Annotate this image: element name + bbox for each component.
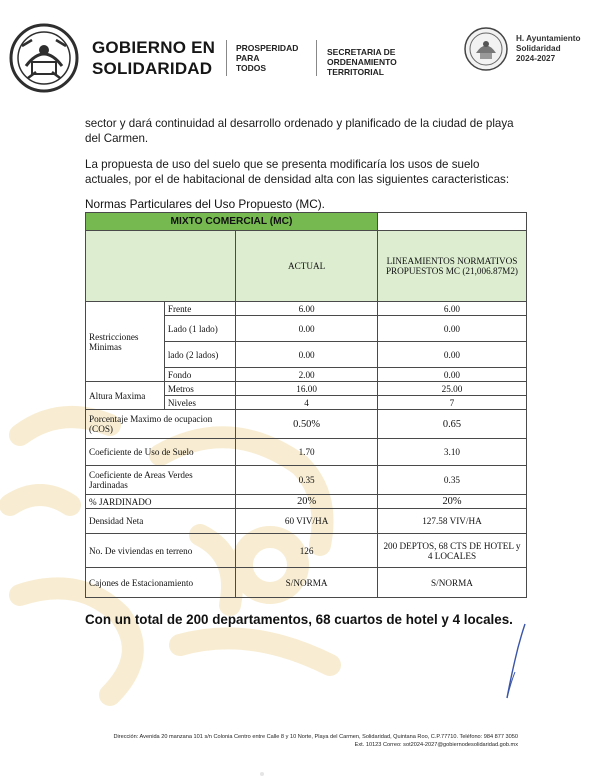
proposed-value: 127.58 VIV/HA [377, 509, 526, 534]
ayuntamiento-line-3: 2024-2027 [516, 54, 556, 63]
proposed-value: 200 DEPTOS, 68 CTS DE HOTEL y 4 LOCALES [377, 534, 526, 568]
actual-value: 6.00 [236, 302, 378, 316]
sub-label: Frente [164, 302, 235, 316]
actual-value: 126 [236, 534, 378, 568]
tagline-1-line-1: PROSPERIDAD [236, 43, 299, 53]
ayuntamiento-label [516, 34, 580, 64]
proposed-value: 0.35 [377, 466, 526, 495]
actual-value: 0.00 [236, 316, 378, 342]
table-row [86, 495, 527, 509]
actual-value: 0.00 [236, 342, 378, 368]
paragraph-proposal: La propuesta de uso del suelo que se presenta modificaría los usos de suelo actuales, por el de habitacional de densidad alta con las siguientes caracteristicas: [85, 158, 510, 186]
row-label: Cajones de Estacionamiento [86, 568, 236, 598]
header-divider [226, 40, 227, 76]
proposed-value: 0.00 [377, 368, 526, 382]
proposed-value: 6.00 [377, 302, 526, 316]
footer-line-1: Dirección: Avenida 20 manzana 101 s/n Colonia Centro entre Calle 8 y 10 Norte, Playa del Carmen, Solidaridad, Quintana Roo, C.P.77710. Teléfono: 984 877 3050 [113, 734, 518, 740]
tagline-2-line-2: ORDENAMIENTO [327, 57, 397, 67]
header-blank-cell [86, 231, 236, 302]
norms-table [85, 212, 527, 598]
actual-value: 1.70 [236, 439, 378, 466]
ayuntamiento-seal-icon [463, 26, 509, 72]
proposed-value: 0.65 [377, 410, 526, 439]
actual-value: 60 VIV/HA [236, 509, 378, 534]
brand-title [92, 37, 215, 79]
proposed-value: 20% [377, 495, 526, 509]
row-label: No. De viviendas en terreno [86, 534, 236, 568]
group-label-altura: Altura Maxima [86, 382, 165, 410]
footer-address [88, 733, 518, 749]
table-title-blank [377, 213, 526, 231]
sub-label: Lado (1 lado) [164, 316, 235, 342]
ayuntamiento-line-2: Solidaridad [516, 44, 561, 53]
brand-line-1: GOBIERNO EN [92, 38, 216, 57]
table-row [86, 466, 527, 495]
row-label: Densidad Neta [86, 509, 236, 534]
sub-label: lado (2 lados) [164, 342, 235, 368]
actual-value: 20% [236, 495, 378, 509]
tagline-prosperidad [236, 43, 298, 73]
table-row [86, 382, 527, 396]
proposed-value: 25.00 [377, 382, 526, 396]
section-heading: Normas Particulares del Uso Propuesto (MC). [85, 197, 325, 211]
table-row [86, 509, 527, 534]
tagline-2-line-1: SECRETARIA DE [327, 47, 396, 57]
proposed-value: 3.10 [377, 439, 526, 466]
row-label: % JARDINADO [86, 495, 236, 509]
sub-label: Niveles [164, 396, 235, 410]
group-label-restricciones: Restricciones Minimas [86, 302, 165, 382]
gobierno-logo-icon [8, 22, 80, 94]
actual-value: 0.50% [236, 410, 378, 439]
table-title-row [86, 213, 527, 231]
actual-value: S/NORMA [236, 568, 378, 598]
table-row [86, 534, 527, 568]
row-label: Coeficiente de Uso de Suelo [86, 439, 236, 466]
actual-value: 16.00 [236, 382, 378, 396]
table-title: MIXTO COMERCIAL (MC) [86, 213, 378, 231]
header-divider [316, 40, 317, 76]
proposed-value: 0.00 [377, 342, 526, 368]
signature-icon [497, 622, 537, 702]
row-label: Coeficiente de Areas Verdes Jardinadas [86, 466, 236, 495]
closing-summary: Con un total de 200 departamentos, 68 cuartos de hotel y 4 locales. [85, 612, 513, 627]
tagline-1-line-2: PARA [236, 53, 260, 63]
proposed-value: S/NORMA [377, 568, 526, 598]
tagline-secretaria [327, 47, 397, 77]
table-row [86, 568, 527, 598]
tagline-1-line-3: TODOS [236, 63, 267, 73]
table-row [86, 410, 527, 439]
actual-value: 0.35 [236, 466, 378, 495]
scan-dot [260, 772, 264, 776]
table-header-row [86, 231, 527, 302]
sub-label: Fondo [164, 368, 235, 382]
actual-value: 2.00 [236, 368, 378, 382]
header-proposed: LINEAMIENTOS NORMATIVOS PROPUESTOS MC (21,006.87M2) [377, 231, 526, 302]
header-actual: ACTUAL [236, 231, 378, 302]
ayuntamiento-line-1: H. Ayuntamiento [516, 34, 581, 43]
actual-value: 4 [236, 396, 378, 410]
row-label: Porcentaje Maximo de ocupacion (COS) [86, 410, 236, 439]
brand-line-2: SOLIDARIDAD [92, 59, 213, 78]
proposed-value: 7 [377, 396, 526, 410]
footer-line-2: Ext. 10123 Correo: sot2024-2027@gobiernodesolidaridad.gob.mx [354, 742, 518, 748]
paragraph-continuation: sector y dará continuidad al desarrollo ordenado y planificado de la ciudad de playa del Carmen. [85, 117, 514, 145]
tagline-2-line-3: TERRITORIAL [327, 67, 384, 77]
sub-label: Metros [164, 382, 235, 396]
proposed-value: 0.00 [377, 316, 526, 342]
table-row [86, 302, 527, 316]
table-row [86, 439, 527, 466]
